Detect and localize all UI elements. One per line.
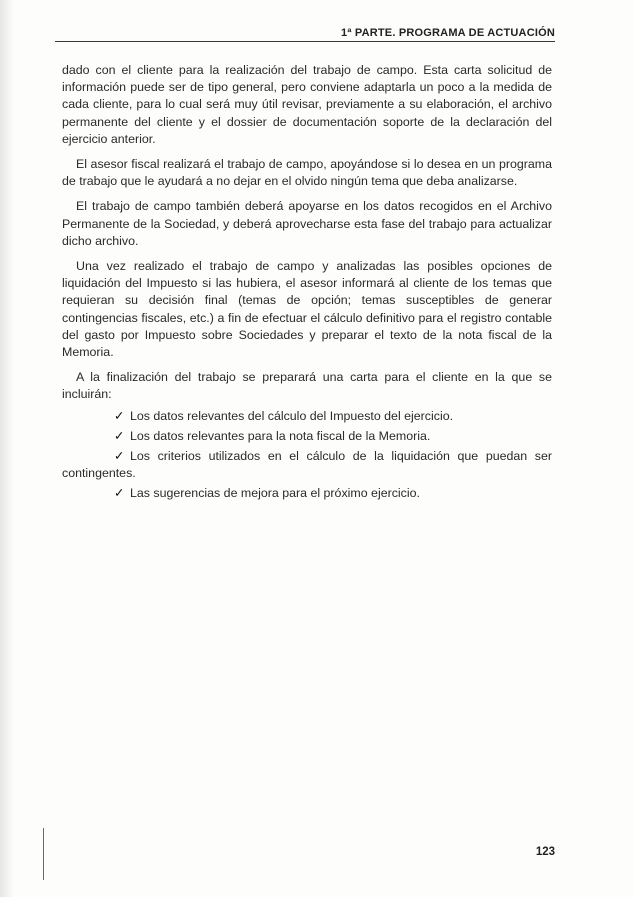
paragraph-liquidation-options: Una vez realizado el trabajo de campo y analizadas las posibles opciones de liquidación del Impuesto si las hubiera, el asesor informará al cliente de los temas que requieran su decisión final (temas de opción; temas susceptibles de generar contingencias fiscales, etc.) a fin de efectuar el cálculo definitivo para el registro contable del gasto por Impuesto sobre Sociedades y preparar el texto de la nota fiscal de la Memoria. xyxy=(62,259,552,360)
list-item xyxy=(62,408,552,425)
header-rule xyxy=(55,41,555,42)
list-item xyxy=(62,428,552,445)
running-header: 1ª PARTE. PROGRAMA DE ACTUACIÓN xyxy=(341,27,555,39)
checkmark-icon: ✓ xyxy=(114,486,125,501)
list-item-text: Los datos relevantes del cálculo del Impuesto del ejercicio. xyxy=(130,408,454,423)
paragraph-continued: dado con el cliente para la realización del trabajo de campo. Esta carta solicitud de información puede ser de tipo general, pero conviene adaptarla un poco a la medida de cada cliente, para lo cual será muy útil revisar, previamente a su elaboración, el archivo permanente del cliente y el dossier de documentación soporte de la declaración del ejercicio anterior. xyxy=(62,63,552,146)
list-item-text: Las sugerencias de mejora para el próximo ejercicio. xyxy=(130,486,420,501)
body-text xyxy=(62,62,552,506)
binding-edge-line xyxy=(43,828,44,880)
paragraph-permanent-file: El trabajo de campo también deberá apoyarse en los datos recogidos en el Archivo Permanente de la Sociedad, y deberá aprovecharse esta fase del trabajo para actualizar dicho archivo. xyxy=(62,199,552,248)
list-item xyxy=(62,448,552,482)
list-item-text: Los criterios utilizados en el cálculo de la liquidación que puedan ser contingentes. xyxy=(62,449,552,481)
list-item-text: Los datos relevantes para la nota fiscal de la Memoria. xyxy=(130,428,431,443)
binding-shadow xyxy=(0,0,14,897)
page-number: 123 xyxy=(535,846,555,858)
checkmark-icon: ✓ xyxy=(114,449,125,464)
checkmark-icon: ✓ xyxy=(114,408,125,423)
checkmark-icon: ✓ xyxy=(114,428,125,443)
checklist xyxy=(62,408,552,503)
paragraph-field-work: El asesor fiscal realizará el trabajo de campo, apoyándose si lo desea en un programa de trabajo que le ayudará a no dejar en el olvido ningún tema que deba analizarse. xyxy=(62,157,552,189)
paragraph-client-letter: A la finalización del trabajo se preparará una carta para el cliente en la que se incluirán: xyxy=(62,370,552,402)
list-item xyxy=(62,485,552,502)
